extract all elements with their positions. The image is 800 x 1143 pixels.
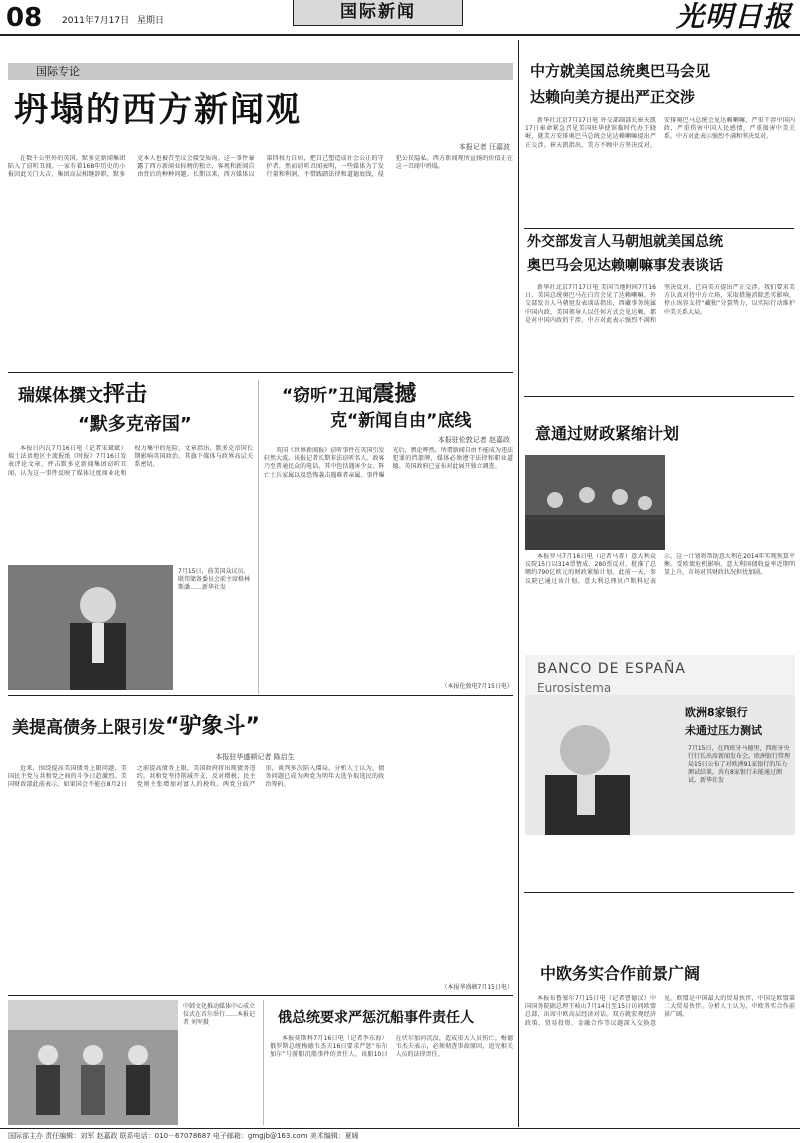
right1-body bbox=[525, 117, 795, 225]
issue-weekday: 星期日 bbox=[137, 16, 165, 26]
section-tab bbox=[293, 0, 463, 26]
article2-title-a: 瑞媒体撰文 bbox=[18, 386, 103, 406]
photo-speaker-image bbox=[8, 565, 173, 690]
photo-parliament-image bbox=[525, 455, 665, 550]
russia-body bbox=[270, 1035, 513, 1123]
half-divider bbox=[518, 40, 519, 1127]
divider bbox=[8, 372, 513, 373]
photo-speaker bbox=[8, 565, 173, 690]
divider bbox=[8, 995, 513, 996]
commentary-body bbox=[8, 155, 513, 367]
column-rule bbox=[263, 1000, 264, 1125]
divider bbox=[524, 228, 794, 229]
right4-caption: 7月15日，在西班牙马德里，西班牙央行行长出席新闻发布会。欧洲银行管理局15日公布了对欧洲91家银行的压力测试结果，共有8家银行未能通过测试。新华社发 bbox=[688, 745, 791, 784]
debt-title-big: “驴象斗” bbox=[165, 714, 260, 739]
right1-title-l1: 中方就美国总统奥巴马会见 bbox=[530, 62, 711, 80]
right5-paragraph: 本报布鲁塞尔7月15日电（记者曹德汉）中国国务院副总理王岐山7月14日至15日访问欧盟总部，出席中欧高层经济对话。双方就宏观经济政策、贸易投资、金融合作等议题深入交换意见。欧盟是中国最大的贸易伙伴，中国是欧盟第二大贸易伙伴。分析人士认为，中欧务实合作前景广阔。 bbox=[525, 995, 795, 1027]
article3-title-a-big: 震撼 bbox=[372, 382, 417, 407]
photo-ceremony bbox=[8, 1000, 178, 1125]
right4-title-l1: 欧洲8家银行 bbox=[685, 706, 748, 719]
right3-paragraph: 本报罗马7月16日电（记者马菁）意大利众议院15日以314票赞成、280票反对，批准了总额约790亿欧元的财政紧缩计划。此前一天，参议院已通过该计划。意大利总理贝卢斯科尼表示，这一计划将帮助意大利在2014年实现预算平衡。受欧债危机影响，意大利国债收益率近期明显上升，市场对其财政状况担忧加剧。 bbox=[525, 553, 795, 585]
right5-title: 中欧务实合作前景广阔 bbox=[540, 964, 701, 983]
article2-body bbox=[8, 445, 253, 565]
article3-body bbox=[264, 447, 513, 679]
divider bbox=[524, 396, 794, 397]
right2-body bbox=[525, 284, 795, 389]
column-rule bbox=[258, 380, 259, 694]
commentary-kicker bbox=[8, 63, 513, 80]
article3-dateline: （本报伦敦电7月15日电） bbox=[441, 683, 513, 690]
photo-parliament bbox=[525, 455, 665, 550]
debt-byline: 本报驻华盛顿记者 陈启生 bbox=[215, 753, 295, 761]
commentary-paragraph: 在数千公里外的英国，默多克新闻集团陷入了窃听丑闻。一家有着168年历史的小报因此关门大吉，集团高层相继辞职，默多克本人也被召至议会接受质询。这一事件暴露了西方新闻业标榜的独立、客观和新闻自由背后的种种问题。长期以来，西方媒体以第四权力自居，把自己塑造成社会公正的守护者，然而窃听丑闻表明，一些媒体为了发行量和利润，不惜践踏法律和道德底线，侵犯公民隐私。西方新闻观所宣扬的价值正在这一丑闻中坍塌。 bbox=[8, 155, 513, 179]
russia-title: 俄总统要求严惩沉船事件责任人 bbox=[278, 1010, 474, 1026]
right4-title-l2: 未通过压力测试 bbox=[685, 724, 762, 737]
photo-speaker-caption: 7月15日，前美国众议员、联邦储备委员会前主席格林斯潘……新华社发 bbox=[178, 568, 251, 591]
photo-ceremony-caption: 中韩文化推动媒体中心成立仪式在首尔举行……本报记者 刘军摄 bbox=[183, 1003, 256, 1026]
footer-rule bbox=[0, 1128, 800, 1129]
footer-credits: 国际部主办 责任编辑：刘军 赵嘉政 联系电话：010－67078687 电子邮箱：gmgjb@163.com 美术编辑：夏晞 bbox=[8, 1132, 359, 1140]
paper-logo: 光明日报 bbox=[675, 0, 792, 33]
masthead bbox=[0, 0, 800, 34]
commentary-byline: 本报记者 汪嘉波 bbox=[458, 143, 510, 151]
right3-body bbox=[525, 553, 795, 653]
divider bbox=[8, 695, 513, 696]
article2-title-a-big: 抨击 bbox=[103, 382, 148, 407]
page-number: 08 bbox=[6, 3, 43, 33]
debt-paragraph: 近来，围绕提高美国债务上限问题，美国民主党与共和党之间的斗争日趋激烈。美国财政部此前表示，如果国会不能在8月2日之前提高债务上限，美国政府将出现债务违约。共和党坚持削减开支，反对增税；民主党则主张增加对富人的税收。两党分歧严重，谈判多次陷入僵局。分析人士认为，债务问题已成为两党为明年大选争取选民的政治筹码。 bbox=[8, 765, 385, 789]
right2-title-l2: 奥巴马会见达赖喇嘛事发表谈话 bbox=[527, 258, 723, 274]
article3-title-line1 bbox=[282, 384, 416, 407]
article2-title-line2: “默多克帝国” bbox=[78, 414, 192, 435]
banco-name: BANCO DE ESPAÑA bbox=[537, 661, 686, 677]
banco-sub: Eurosistema bbox=[537, 681, 612, 695]
divider bbox=[524, 892, 794, 893]
debt-title-a: 美提高债务上限引发 bbox=[12, 718, 165, 738]
right1-title-l2: 达赖向美方提出严正交涉 bbox=[530, 88, 696, 106]
article2-title-line1 bbox=[18, 384, 147, 407]
article2-paragraph: 本报日内瓦7月16日电（记者宋斌斌）瑞士法语地区主流报纸《时报》7月16日发表评论文章，抨击默多克新闻集团窃听丑闻，认为这一事件反映了媒体过度商业化和权力集中的危险。文章指出，默多克帝国长期影响英国政治，其旗下媒体与政界高层关系密切。 bbox=[8, 445, 253, 477]
article3-title-line2: 克“新闻自由”底线 bbox=[330, 411, 472, 431]
right3-title: 意通过财政紧缩计划 bbox=[535, 424, 680, 443]
article3-paragraph: 英国《世界新闻报》窃听事件在英国引发轩然大波。该报记者长期非法窃听名人、政客乃至普通民众的电话，其中包括遇害少女、阵亡士兵家属以及恐怖袭击遇难者亲属。事件曝光后，舆论哗然。所谓新闻自由不能成为违法犯罪的挡箭牌，媒体必须遵守法律和职业道德。英国政府已宣布对此展开独立调查。 bbox=[264, 447, 513, 479]
photo-ceremony-image bbox=[8, 1000, 178, 1125]
commentary-kicker-label: 国际专论 bbox=[36, 65, 80, 78]
right1-paragraph: 新华社北京7月17日电 外交部副部长崔天凯17日奉命紧急召见美国驻华使馆临时代办王晓岷，就美方安排奥巴马总统会见达赖喇嘛提出严正交涉。崔天凯指出，美方不顾中方坚决反对，安排奥巴马总统会见达赖喇嘛，严重干涉中国内政，严重伤害中国人民感情，严重损害中美关系。中方对此表示强烈不满和坚决反对。 bbox=[525, 117, 795, 149]
right2-title-l1: 外交部发言人马朝旭就美国总统 bbox=[527, 234, 723, 250]
debt-body bbox=[8, 765, 513, 983]
right5-body bbox=[525, 995, 795, 1123]
article3-title-a: “窃听”丑闻 bbox=[282, 386, 373, 406]
debt-title bbox=[12, 715, 260, 740]
masthead-rule bbox=[0, 34, 800, 36]
russia-paragraph: 本报莫斯科7月16日电（记者李东海）俄罗斯总统梅德韦杰夫16日要求严惩“布尔加尔”号游船沉船事件的责任人。该船10日在伏尔加河沉没，造成重大人员伤亡。梅德韦杰夫表示，必须彻查事故原因，追究相关人员的法律责任。 bbox=[270, 1035, 513, 1059]
issue-date: 2011年7月17日 bbox=[62, 16, 130, 26]
section-title: 国际新闻 bbox=[340, 2, 416, 22]
debt-dateline: （本报华盛顿7月15日电） bbox=[441, 984, 513, 991]
article3-byline: 本报驻伦敦记者 赵嘉政 bbox=[437, 436, 510, 444]
right2-paragraph: 新华社北京7月17日电 美国当地时间7月16日，美国总统奥巴马在白宫会见了达赖喇嘛。外交部发言人马朝旭发表谈话指出，西藏事务纯属中国内政，美国领导人以任何方式会见达赖，都是对中国内政的干涉。中方对此表示强烈不满和坚决反对，已向美方提出严正交涉。我们要求美方认真对待中方立场，采取措施消除恶劣影响，停止纵容支持“藏独”分裂势力，以实际行动维护中美关系大局。 bbox=[525, 284, 795, 324]
commentary-title: 坍塌的西方新闻观 bbox=[14, 90, 302, 130]
